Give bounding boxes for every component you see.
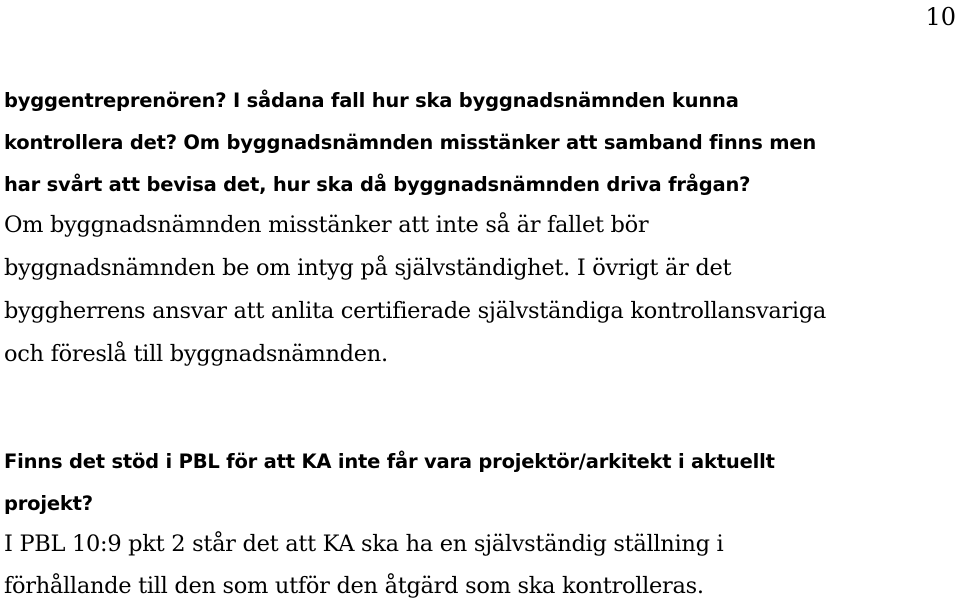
page-number: 10: [925, 3, 956, 31]
question-paragraph-1: [4, 80, 954, 206]
text-line: byggentreprenören? I sådana fall hur ska byggnadsnämnden kunna: [4, 89, 739, 112]
text-line: förhållande till den som utför den åtgärd som ska kontrolleras.: [4, 573, 704, 599]
text-line: kontrollera det? Om byggnadsnämnden misstänker att samband finns men: [4, 131, 817, 154]
text-line: byggnadsnämnden be om intyg på självständighet. I övrigt är det: [4, 255, 732, 281]
text-line: I PBL 10:9 pkt 2 står det att KA ska ha en självständig ställning i: [4, 531, 724, 557]
answer-paragraph-2: [4, 523, 954, 607]
answer-paragraph-1: [4, 204, 954, 376]
text-line: byggherrens ansvar att anlita certifierade självständiga kontrollansvariga: [4, 298, 827, 324]
text-line: projekt?: [4, 492, 93, 515]
text-line: Om byggnadsnämnden misstänker att inte så är fallet bör: [4, 212, 649, 238]
text-line: har svårt att bevisa det, hur ska då byggnadsnämnden driva frågan?: [4, 173, 751, 196]
text-line: Finns det stöd i PBL för att KA inte får vara projektör/arkitekt i aktuellt: [4, 450, 775, 473]
question-paragraph-2: [4, 441, 954, 525]
text-line: och föreslå till byggnadsnämnden.: [4, 341, 388, 367]
